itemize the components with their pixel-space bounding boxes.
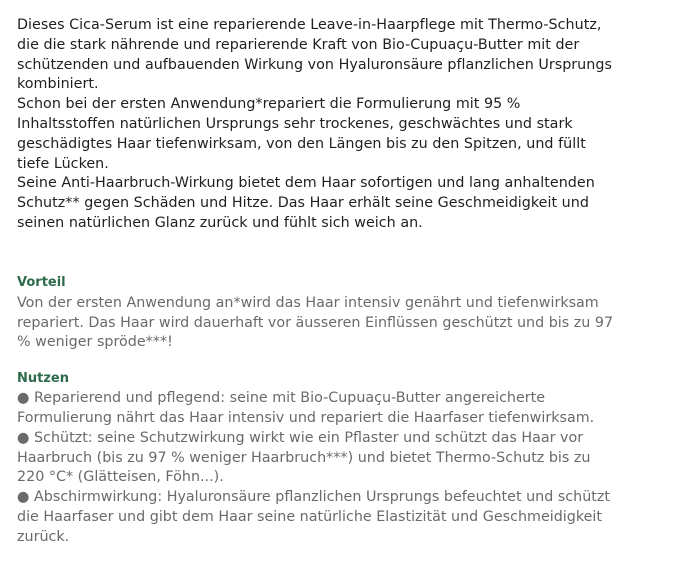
nutzen-item: ● Schützt: seine Schutzwirkung wirkt wie ein Pflaster und schützt das Haar vor Haarbruch (bis zu 97 % weniger Haarbruch***) und bietet Thermo-Schutz bis zu 220 °C* (Glätteisen, Föhn...).	[17, 429, 591, 486]
vorteil-text: Von der ersten Anwendung an*wird das Haar intensiv genährt und tiefenwirksam repariert. Das Haar wird dauerhaft vor äusseren Einflüssen geschützt und bis zu 97 % weniger spröde***!	[17, 294, 614, 351]
intro-description	[17, 16, 617, 234]
nutzen-item: ● Abschirmwirkung: Hyaluronsäure pflanzlichen Ursprungs befeuchtet und schützt die Haarfaser und gibt dem Haar seine natürliche Elastizität und Geschmeidigkeit zurück.	[17, 489, 610, 545]
intro-paragraph: Schon bei der ersten Anwendung*repariert die Formulierung mit 95 % Inhaltsstoffen natürlichen Ursprungs sehr trockenes, geschwächtes und stark geschädigtes Haar tiefenwirksam, von den Längen bis zu den Spitzen, und füllt tiefe Lücken.	[17, 96, 586, 172]
vorteil-heading: Vorteil	[17, 274, 66, 290]
nutzen-list	[17, 389, 617, 547]
intro-paragraph: Dieses Cica-Serum ist eine reparierende Leave-in-Haarpflege mit Thermo-Schutz, die die stark nährende und reparierende Kraft von Bio-Cupuaçu-Butter mit der schützenden und aufbauenden Wirkung von Hyaluronsäure pflanzlichen Ursprungs kombiniert.	[17, 17, 612, 93]
vorteil-section	[17, 274, 674, 353]
nutzen-item: ● Reparierend und pflegend: seine mit Bio-Cupuaçu-Butter angereicherte Formulierung nährt das Haar intensiv und repariert die Haarfaser tiefenwirksam.	[17, 390, 595, 426]
vorteil-body	[17, 294, 617, 353]
intro-paragraph: Seine Anti-Haarbruch-Wirkung bietet dem Haar sofortigen und lang anhaltenden Schutz** gegen Schäden und Hitze. Das Haar erhält seine Geschmeidigkeit und seinen natürlichen Glanz zurück und fühlt sich weich an.	[17, 175, 595, 231]
nutzen-section	[17, 370, 674, 547]
nutzen-heading: Nutzen	[17, 371, 69, 387]
